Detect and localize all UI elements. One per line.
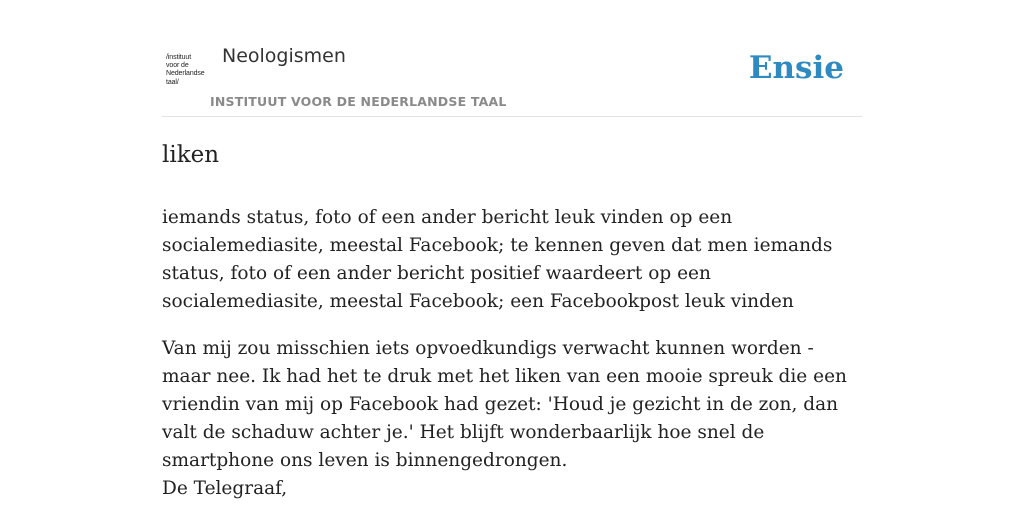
app-name-link[interactable]: Neologismen xyxy=(222,45,346,67)
institute-name: INSTITUUT VOOR DE NEDERLANDSE TAAL xyxy=(210,94,507,109)
entry-definition: iemands status, foto of een ander bericht leuk vinden op een socialemediasite, meestal Facebook; te kennen geven dat men iemands status, foto of een ander bericht positief waardeert op een socialemediasite, meestal Facebook; een Facebookpost leuk vinden xyxy=(162,207,833,312)
entry-quote xyxy=(162,335,862,503)
ensie-brand-link[interactable]: Ensie xyxy=(748,50,844,86)
logo-line: Nederlandse xyxy=(166,70,205,78)
logo-line: voor de xyxy=(166,62,189,70)
logo-line: taal/ xyxy=(166,78,179,86)
header xyxy=(162,0,862,117)
entry-content xyxy=(162,140,862,503)
quote-source: De Telegraaf, xyxy=(162,478,288,499)
entry-word: liken xyxy=(162,142,220,168)
institute-logo[interactable] xyxy=(166,54,210,87)
quote-text: Van mij zou misschien iets opvoedkundigs verwacht kunnen worden - maar nee. Ik had het te druk met het liken van een mooie spreuk die een vriendin van mij op Facebook had gezet: 'Houd je gezicht in de zon, dan valt de schaduw achter je.' Het blijft wonderbaarlijk hoe snel de smartphone ons leven is binnengedrongen. xyxy=(162,338,847,471)
logo-line: /instituut xyxy=(166,54,192,61)
